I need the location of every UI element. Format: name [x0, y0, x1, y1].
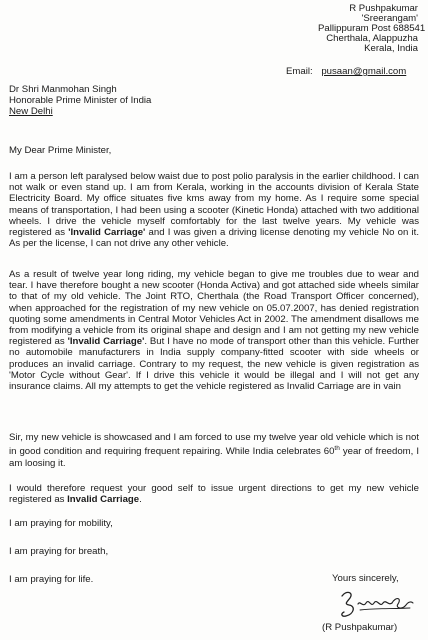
- signature-name: (R Pushpakumar): [322, 622, 398, 633]
- addressee-name: Dr Shri Manmohan Singh: [9, 84, 117, 95]
- paragraph-4-text-c: .: [139, 494, 142, 506]
- sender-email-row: [286, 66, 406, 77]
- handwritten-signature: [336, 586, 416, 620]
- closing-breath: I am praying for breath,: [9, 546, 109, 557]
- paragraph-3-superscript: th: [334, 445, 340, 453]
- sender-town: Cherthala, Alappuzha: [326, 33, 418, 44]
- paragraph-2-emphasis: 'Invalid Carriage': [67, 336, 145, 348]
- paragraph-4-text-a: I would therefore request your good self to issue urgent directions to get my new vehicle registered as: [9, 483, 419, 506]
- paragraph-4-emphasis: Invalid Carriage: [67, 494, 140, 506]
- paragraph-3: [9, 432, 419, 469]
- paragraph-2: [9, 269, 419, 392]
- sender-post: Pallippuram Post 688541: [318, 23, 426, 34]
- valediction: Yours sincerely,: [332, 573, 399, 584]
- sender-house: 'Sreerangam': [361, 13, 418, 24]
- addressee-title: Honorable Prime Minister of India: [9, 95, 152, 106]
- paragraph-1-text-a: I am a person left paralysed below waist due to post polio paralysis in the earlier childhood. I can not walk or even stand up. I am from Kerala, working in the accounts division of Kerala State Electricity Board. My office situates five kms away from my home. As I require some special means of transportation, I had been using a scooter (Kinetic Honda) attached with two additional wheels. I drive the vehicle myself comfortably for the last twelve years. My vehicle was registered as: [9, 171, 419, 239]
- email-label: Email:: [286, 66, 313, 77]
- closing-life: I am praying for life.: [9, 574, 94, 585]
- closing-mobility: I am praying for mobility,: [9, 518, 113, 529]
- salutation: My Dear Prime Minister,: [9, 145, 112, 156]
- sender-state: Kerala, India: [364, 43, 418, 54]
- paragraph-2-text-c: . But I have no mode of transport other than this vehicle. Further no automobile manufacturers in India supply company-fitted scooter with side wheels or produces an invalid carriage. Contrary to my request, the new vehicle is given registration as 'Motor Cycle without Gear'. If I drive this vehicle it would be illegal and I will not get any insurance claims. All my attempts to get the vehicle registered as Invalid Carriage are in vain: [9, 336, 420, 393]
- paragraph-3-text-a: Sir, my new vehicle is showcased and I am forced to use my twelve year old vehicle which is not in good condition and requiring frequent repairing. While India celebrates 60: [9, 432, 419, 458]
- paragraph-3-text-b: year of freedom, I am loosing it.: [9, 446, 419, 469]
- addressee-city: New Delhi: [9, 106, 53, 117]
- sender-name: R Pushpakumar: [349, 3, 418, 14]
- paragraph-2-text-a: As a result of twelve year long riding, my vehicle began to give me troubles due to wear and tear. I have therefore bought a new scooter (Honda Activa) and got attached side wheels similar to that of my old vehicle. The Joint RTO, Cherthala (the Road Transport Officer concerned), when approached for the registration of my new vehicle on 05.07.2007, has denied registration quoting some amendments in Central Motor Vehicles Act in 2002. The amendment disallows me from modifying a vehicle from its original shape and design and I am not getting my new vehicle registered as: [9, 269, 419, 348]
- paragraph-1: [9, 171, 419, 249]
- email-link[interactable]: pusaan@gmail.com: [321, 66, 407, 77]
- paragraph-1-text-c: and I was given a driving license denoting my vehicle No on it. As per the license, I can not drive any other vehicle.: [9, 227, 420, 250]
- paragraph-4: [9, 483, 419, 505]
- paragraph-1-emphasis: 'Invalid Carriage': [68, 227, 146, 239]
- sender-address: [318, 3, 426, 54]
